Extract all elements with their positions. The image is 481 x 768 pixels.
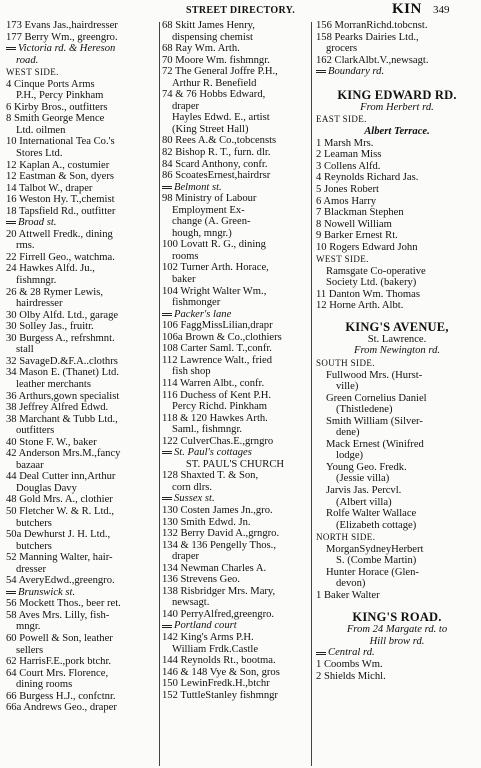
street-heading-kings-road: KING'S ROAD.: [352, 610, 442, 625]
entry: 2 Leaman Miss: [316, 149, 382, 161]
entry: 58 Aves Mrs. Lilly, fish-: [6, 609, 110, 621]
entry: Fullwood Mrs. (Hurst-: [326, 369, 423, 381]
entry: 44 Deal Cutter inn,Arthur: [6, 471, 116, 483]
entry: 4 Reynolds Richard Jas.: [316, 172, 419, 184]
entry: Green Cornelius Daniel: [326, 392, 427, 404]
page-number: 349: [433, 4, 450, 16]
entry: 6 Amos Harry: [316, 195, 377, 207]
entry-cont: Employment Ex-: [172, 204, 245, 216]
page-header: [0, 0, 481, 20]
entry-cont: Arthur R. Benefield: [172, 77, 257, 89]
entry: 1 Baker Walter: [316, 589, 380, 601]
entry: 11 Danton Wm. Thomas: [316, 288, 420, 300]
column-3: [316, 20, 478, 682]
side-heading: NORTH SIDE.: [316, 532, 376, 543]
entry: 14 Talbot W., draper: [6, 182, 93, 194]
entry-cont: William Frdk.Castle: [172, 643, 259, 655]
entry: 74 & 76 Hobbs Edward,: [162, 89, 266, 101]
entry: 122 CulverChas.E.,grngro: [162, 435, 274, 447]
street-from-cont: Hill brow rd.: [369, 635, 425, 647]
header-street-key: KIN: [392, 1, 422, 17]
entry: 158 Pearks Dairies Ltd.,: [316, 31, 419, 43]
entry: 30 Solley Jas., fruitr.: [6, 321, 94, 333]
entry-cont: dresser: [16, 563, 47, 575]
entry-cont: Ltd. oilmen: [16, 124, 66, 136]
entry: 40 Stone F. W., baker: [6, 436, 97, 448]
entry-cont: Percy Richd. Pinkham: [172, 401, 268, 413]
entry: 136 Strevens Geo.: [162, 574, 240, 586]
cross-street: Packer's lane: [162, 309, 308, 321]
cross-street-cont: road.: [16, 54, 39, 66]
street-heading-kings-avenue: KING'S AVENUE,: [345, 319, 449, 334]
entry-cont: fishmonger: [172, 297, 221, 309]
entry: 8 Smith George Mence: [6, 113, 105, 125]
entry-cont: rms.: [16, 240, 35, 252]
entry-cont: Douglas Davy: [16, 482, 77, 494]
entry: 68 Ray Wm. Arth.: [162, 43, 240, 55]
entry-cont: (Elizabeth cottage): [336, 519, 417, 531]
entry-cont: lodge): [336, 450, 364, 462]
entry: 5 Jones Robert: [316, 183, 379, 195]
entry: 134 & 136 Pengelly Thos.,: [162, 539, 276, 551]
street-from: From Newington rd.: [353, 345, 441, 357]
street-heading-king-edward-rd: KING EDWARD RD.: [337, 87, 457, 102]
entry-cont: hough, mngr.): [172, 227, 232, 239]
entry: 62 HarrisF.E.,pork btchr.: [6, 656, 112, 668]
entry-cont: outfitters: [16, 425, 55, 437]
entry: 108 Carter Saml. T.,confr.: [162, 343, 272, 355]
entry-cont: butchers: [16, 517, 52, 529]
entry-cont: bazaar: [16, 459, 44, 471]
entry-cont: Stores Ltd.: [16, 148, 63, 160]
entry-cont: Saml., fishmngr.: [172, 424, 243, 436]
entry: 6 Kirby Bros., outfitters: [6, 101, 108, 113]
entry-cont: mngr.: [16, 621, 41, 633]
street-from: From 24 Margate rd. to: [346, 624, 448, 636]
entry: 36 Arthurs,gown specialist: [6, 390, 120, 402]
entry: Ramsgate Co-operative: [326, 265, 426, 277]
entry: 70 Moore Wm. fishmngr.: [162, 54, 270, 66]
entry: 16 Weston Hy. T.,chemist: [6, 194, 115, 206]
entry-cont: devon): [336, 578, 366, 590]
side-heading: SOUTH SIDE.: [316, 357, 375, 368]
church-label: ST. PAUL'S CHURCH: [185, 458, 285, 470]
entry-cont: rooms: [172, 250, 199, 262]
street-locality: St. Lawrence.: [367, 333, 427, 345]
entry-cont: newsagt.: [172, 597, 210, 609]
entry: 34 Mason E. (Thanet) Ltd.: [6, 367, 119, 379]
entry: 12 Kaplan A., costumier: [6, 159, 110, 171]
entry-cont: dining rooms: [16, 679, 73, 691]
entry: 10 International Tea Co.'s: [6, 136, 115, 148]
entry: 140 PerryAlfred,greengro.: [162, 608, 275, 620]
entry-cont: change (A. Green-: [172, 216, 251, 228]
entry-cont: dene): [336, 427, 360, 439]
entry: 24 Hawkes Alfd. Ju.,: [6, 263, 95, 275]
entry: 3 Collens Alfd.: [316, 160, 381, 172]
entry-cont: stall: [16, 344, 34, 356]
entry: Hunter Horace (Glen-: [326, 566, 419, 578]
entry: 162 ClarkAlbt.V.,newsagt.: [316, 54, 429, 66]
entry: 68 Skitt James Henry,: [162, 20, 255, 31]
entry: 80 Rees A.& Co.,tobcensts: [162, 135, 277, 147]
entry: MorganSydneyHerbert: [326, 543, 424, 555]
column-divider-2: [311, 22, 312, 766]
cross-street: Central rd.: [316, 647, 478, 659]
entry: 130 Costen James Jn.,gro.: [162, 504, 273, 516]
entry: 106 FaggMissLilian,drapr: [162, 320, 273, 332]
entry: 18 Tapsfield Rd., outfitter: [6, 205, 116, 217]
entry: 50a Dewhurst J. H. Ltd.,: [6, 529, 111, 541]
entry: 9 Barker Ernest Rt.: [316, 230, 398, 242]
entry: Rolfe Walter Wallace: [326, 508, 417, 520]
entry-cont: sellers: [16, 644, 44, 656]
entry: 66 Burgess H.J., confctnr.: [6, 690, 116, 702]
cross-street: Victoria rd. & Hereson: [6, 43, 156, 55]
entry-cont: fish shop: [172, 366, 211, 378]
entry: 128 Shaxted T. & Son,: [162, 470, 259, 482]
entry-cont: (King Street Hall): [172, 123, 249, 135]
entry: 102 Turner Arth. Horace,: [162, 262, 269, 274]
entry-cont: (Thistledene): [336, 404, 393, 416]
cross-street: Broad st.: [6, 217, 156, 229]
entry: 82 Bishop R. T., furn. dlr.: [162, 147, 271, 159]
entry-cont: S. (Combe Martin): [336, 555, 417, 567]
entry: Smith William (Silver-: [326, 415, 423, 427]
side-heading: EAST SIDE.: [316, 114, 367, 125]
side-heading: WEST SIDE.: [6, 67, 59, 78]
entry: 146 & 148 Vye & Son, gros: [162, 666, 280, 678]
entry: Mack Ernest (Winifred: [326, 438, 424, 450]
entry: 84 Scard Anthony, confr.: [162, 158, 268, 170]
entry: 144 Reynolds Rt., bootma.: [162, 655, 276, 667]
entry: 2 Shields Michl.: [316, 670, 386, 682]
entry: 112 Lawrence Walt., fried: [162, 354, 273, 366]
cross-street: Brunswick st.: [6, 587, 156, 599]
entry: 86 ScoatesErnest,hairdrsr: [162, 170, 271, 182]
header-title: STREET DIRECTORY.: [186, 5, 296, 16]
entry-cont: butchers: [16, 540, 52, 552]
column-1: [6, 20, 156, 714]
entry-cont: draper: [172, 100, 200, 112]
entry: 38 Jeffrey Alfred Edwd.: [6, 402, 109, 414]
entry: Hayles Edwd. E., artist: [172, 112, 270, 124]
entry: 10 Rogers Edward John: [316, 241, 418, 253]
side-heading: WEST SIDE.: [316, 254, 369, 265]
entry: 150 LewinFredk.H.,btchr: [162, 678, 270, 690]
entry: 60 Powell & Son, leather: [6, 632, 113, 644]
entry: 42 Anderson Mrs.M.,fancy: [6, 448, 121, 460]
entry: 116 Duchess of Kent P.H.: [162, 389, 272, 401]
entry-cont: ville): [336, 381, 359, 393]
entry-cont: draper: [172, 551, 200, 563]
column-divider-1: [159, 22, 160, 766]
entry: 106a Brown & Co.,clothiers: [162, 331, 282, 343]
entry: 20 Attwell Fredk., dining: [6, 228, 113, 240]
entry: 1 Coombs Wm.: [316, 659, 383, 671]
entry-cont: fishmngr.: [16, 275, 57, 287]
entry: Jarvis Jas. Percvl.: [326, 485, 402, 496]
entry-cont: hairdresser: [16, 298, 63, 310]
entry: 50 Fletcher W. & R. Ltd.,: [6, 505, 114, 517]
entry: 38 Marchant & Tubb Ltd.,: [6, 413, 118, 425]
entry-cont: grocers: [326, 43, 358, 55]
entry-cont: P.H., Percy Pinkham: [16, 90, 104, 102]
entry: 173 Evans Jas.,hairdresser: [6, 20, 118, 31]
cross-street: St. Paul's cottages: [162, 447, 308, 459]
entry-cont: Society Ltd. (bakery): [326, 277, 417, 289]
entry: 152 TuttleStanley fishmngr: [162, 689, 278, 701]
entry: 118 & 120 Hawkes Arth.: [162, 412, 268, 424]
column-2: [162, 20, 308, 701]
entry-cont: leather merchants: [16, 378, 91, 390]
entry-cont: baker: [172, 274, 196, 286]
entry: 130 Smith Edwd. Jn.: [162, 516, 251, 528]
entry-cont: corn dlrs.: [172, 481, 213, 493]
entry: 54 AveryEdwd.,greengro.: [6, 575, 115, 587]
entry: 7 Blackman Stephen: [316, 207, 404, 219]
entry: 22 Firrell Geo., watchma.: [6, 251, 115, 263]
entry: 56 Mockett Thos., beer ret.: [6, 598, 121, 610]
entry: 104 Wright Walter Wm.,: [162, 285, 267, 297]
entry-cont: (Jessie villa): [336, 473, 390, 485]
entry: 114 Warren Albt., confr.: [162, 377, 265, 389]
cross-street: Portland court: [162, 620, 308, 632]
entry: 8 Nowell William: [316, 218, 392, 230]
entry: 26 & 28 Rymer Lewis,: [6, 286, 103, 298]
terrace-heading: Albert Terrace.: [364, 125, 430, 137]
cross-street: Sussex st.: [162, 493, 308, 505]
entry: 177 Berry Wm., greengro.: [6, 31, 118, 43]
entry: 64 Court Mrs. Florence,: [6, 667, 109, 679]
entry: 72 The General Joffre P.H.,: [162, 66, 278, 78]
entry: 30 Burgess A., refrshmnt.: [6, 332, 115, 344]
entry: Young Geo. Fredk.: [326, 461, 407, 473]
entry: 100 Lovatt R. G., dining: [162, 239, 266, 251]
street-from: From Herbert rd.: [360, 101, 434, 113]
entry: 52 Manning Walter, hair-: [6, 552, 113, 564]
entry: 48 Gold Mrs. A., clothier: [6, 494, 113, 506]
entry: 4 Cinque Ports Arms: [6, 78, 95, 90]
entry: 134 Newman Charles A.: [162, 562, 267, 574]
entry-cont: (Albert villa): [336, 496, 392, 508]
entry: 132 Berry David A.,grngro.: [162, 528, 280, 540]
entry: 66a Andrews Geo., draper: [6, 702, 117, 714]
cross-street: Belmont st.: [162, 182, 308, 194]
entry: 1 Marsh Mrs.: [316, 137, 374, 149]
cross-street: Boundary rd.: [316, 66, 478, 78]
entry: 32 SavageD.&F.A..clothrs: [6, 355, 118, 367]
entry-cont: dispensing chemist: [172, 31, 253, 43]
entry: 30 Olby Alfd. Ltd., garage: [6, 309, 119, 321]
entry: 98 Ministry of Labour: [162, 193, 257, 205]
entry: 12 Horne Arth. Albt.: [316, 300, 404, 312]
entry: 12 Eastman & Son, dyers: [6, 171, 114, 183]
entry: 138 Risbridger Mrs. Mary,: [162, 585, 276, 597]
entry: 142 King's Arms P.H.: [162, 631, 254, 643]
entry: 156 MorranRichd.tobcnst.: [316, 20, 428, 31]
